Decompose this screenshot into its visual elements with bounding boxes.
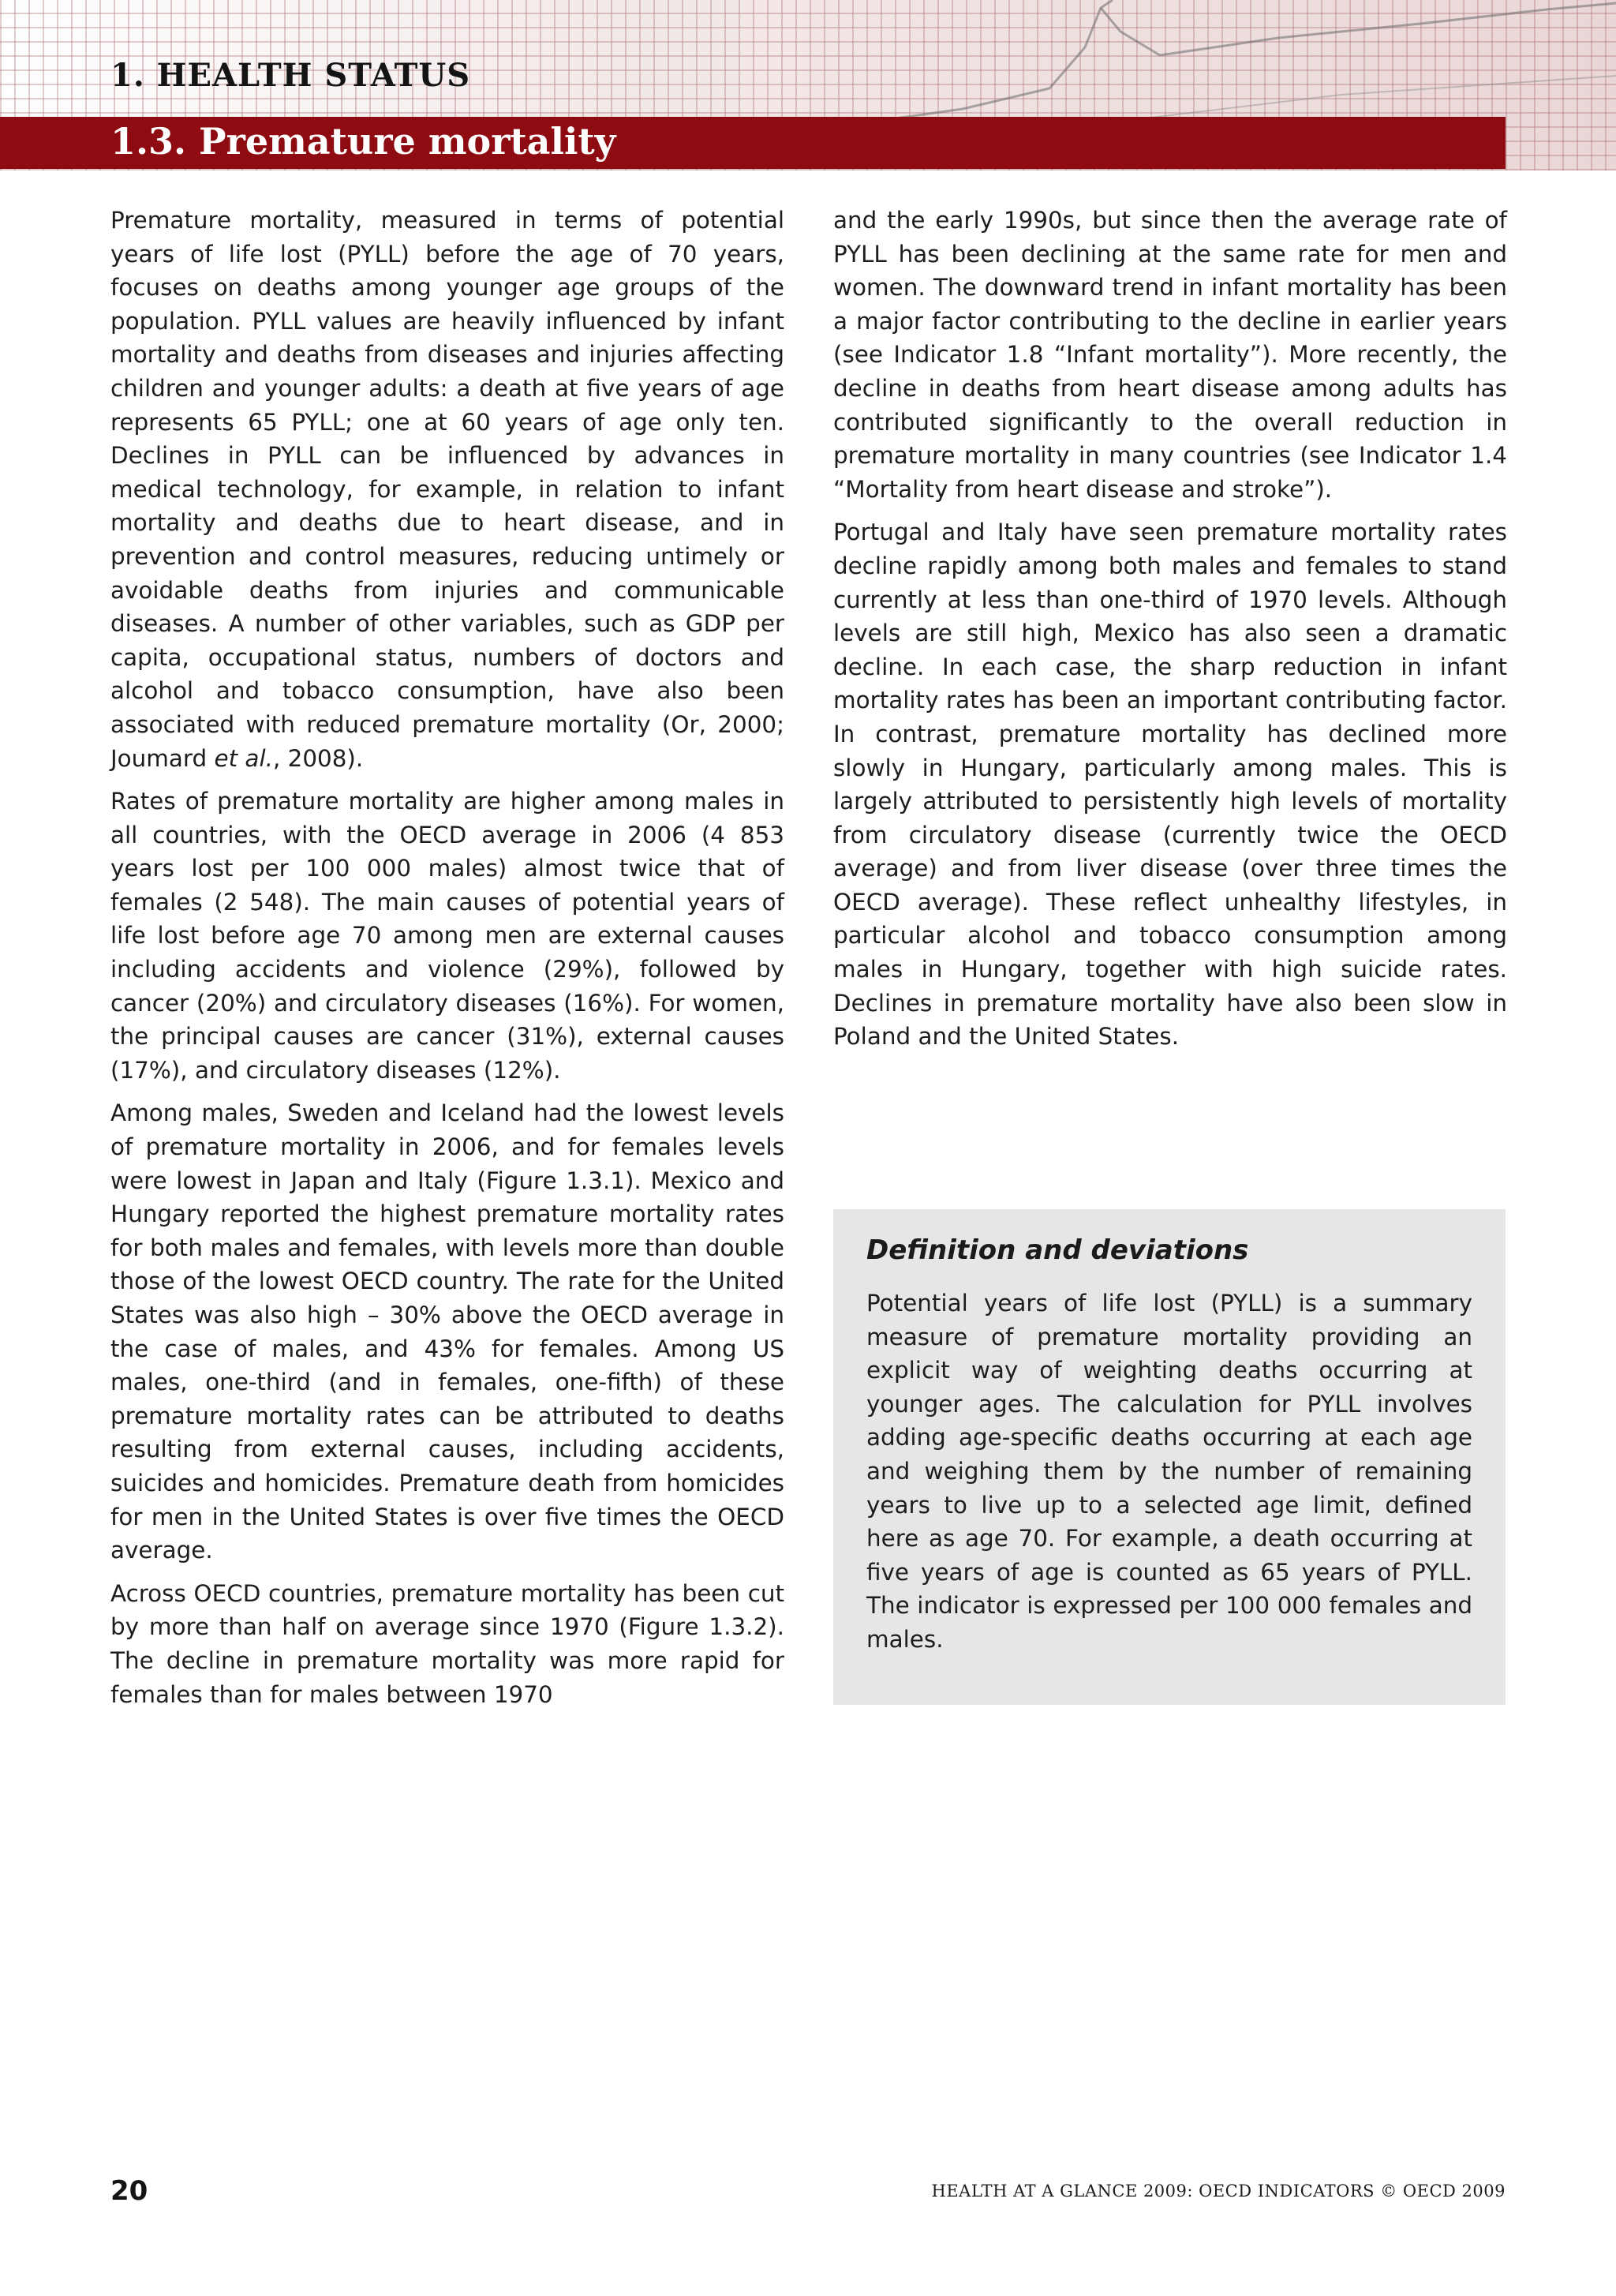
section-title: 1.3. Premature mortality: [110, 120, 616, 163]
definition-box-text: Potential years of life lost (PYLL) is a summary measure of premature mortality providing an explicit way of weighting deaths occurring at younger ages. The calculation for PYLL involves adding age-specific deaths occurring at each age and weighing them by the number of remaining years to live up to a selected age limit, defined here as age 70. For example, a death occurring at five years of age is counted as 65 years of PYLL. The indicator is expressed per 100 000 females and males.: [866, 1290, 1472, 1653]
citation-italic: et al.: [214, 744, 273, 772]
chapter-title: 1. HEALTH STATUS: [110, 57, 471, 94]
paragraph: Rates of premature mortality are higher among males in all countries, with the OECD average in 2006 (4 853 years lost per 100 000 males) almost twice that of females (2 548). The main causes of potential years of life lost before age 70 among men are external causes including accidents and violence (29%), followed by cancer (20%) and circulatory diseases (16%). For women, the principal causes are cancer (31%), external causes (17%), and circulatory diseases (12%).: [110, 788, 784, 1084]
publication-footer: HEALTH AT A GLANCE 2009: OECD INDICATORS © OECD 2009: [931, 2182, 1506, 2200]
paragraph-text: Premature mortality, measured in terms of potential years of life lost (PYLL) before the age of 70 years, focuses on deaths among younger age groups of the population. PYLL values are heavily influenced by infant mortality and deaths from diseases and injuries affecting children and younger adults: a death at five years of age represents 65 PYLL; one at 60 years of age only ten. Declines in PYLL can be influenced by advances in medical technology, for example, in relation to infant mortality and deaths due to heart disease, and in prevention and control measures, reducing untimely or avoidable deaths from injuries and communicable diseases. A number of other variables, such as GDP per capita, occupational status, numbers of doctors and alcohol and tobacco consumption, have also been associated with reduced premature mortality (Or, 2000; Joumard: [110, 207, 784, 772]
paragraph: Among males, Sweden and Iceland had the lowest levels of premature mortality in 2006, and for females levels were lowest in Japan and Italy (Figure 1.3.1). Mexico and Hungary reported the highest premature mortality rates for both males and females, with levels more than double those of the lowest OECD country. The rate for the United States was also high – 30% above the OECD average in the case of males, and 43% for females. Among US males, one-third (and in females, one-fifth) of these premature mortality rates can be attributed to deaths resulting from external causes, including accidents, suicides and homicides. Premature death from homicides for men in the United States is over five times the OECD average.: [110, 1099, 784, 1564]
definition-box: [833, 1209, 1506, 1705]
paragraph: [110, 204, 784, 775]
right-column: [833, 204, 1507, 1063]
paragraph: Portugal and Italy have seen premature mortality rates decline rapidly among both males and females to stand currently at less than one-third of 1970 levels. Although levels are still high, Mexico has also seen a dramatic decline. In each case, the sharp reduction in infant mortality rates has been an important contributing factor. In contrast, premature mortality has declined more slowly in Hungary, particularly among males. This is largely attributed to persistently high levels of mortality from circulatory disease (currently twice the OECD average) and from liver disease (over three times the OECD average). These reflect unhealthy lifestyles, in particular alcohol and tobacco consumption among males in Hungary, together with high suicide rates. Declines in premature mortality have also been slow in Poland and the United States.: [833, 519, 1507, 1051]
paragraph: Across OECD countries, premature mortality has been cut by more than half on average since 1970 (Figure 1.3.2). The decline in premature mortality was more rapid for females than for males between 1970: [110, 1579, 784, 1708]
page-number: 20: [110, 2175, 148, 2207]
paragraph: and the early 1990s, but since then the average rate of PYLL has been declining at the same rate for men and women. The downward trend in infant mortality has been a major factor contributing to the decline in earlier years (see Indicator 1.8 “Infant mortality”). More recently, the decline in deaths from heart disease among adults has contributed significantly to the overall reduction in premature mortality in many countries (see Indicator 1.4 “Mortality from heart disease and stroke”).: [833, 207, 1507, 503]
definition-box-title: Definition and deviations: [866, 1234, 1249, 1266]
paragraph-text: , 2008).: [272, 744, 364, 772]
left-column: [110, 204, 784, 1721]
